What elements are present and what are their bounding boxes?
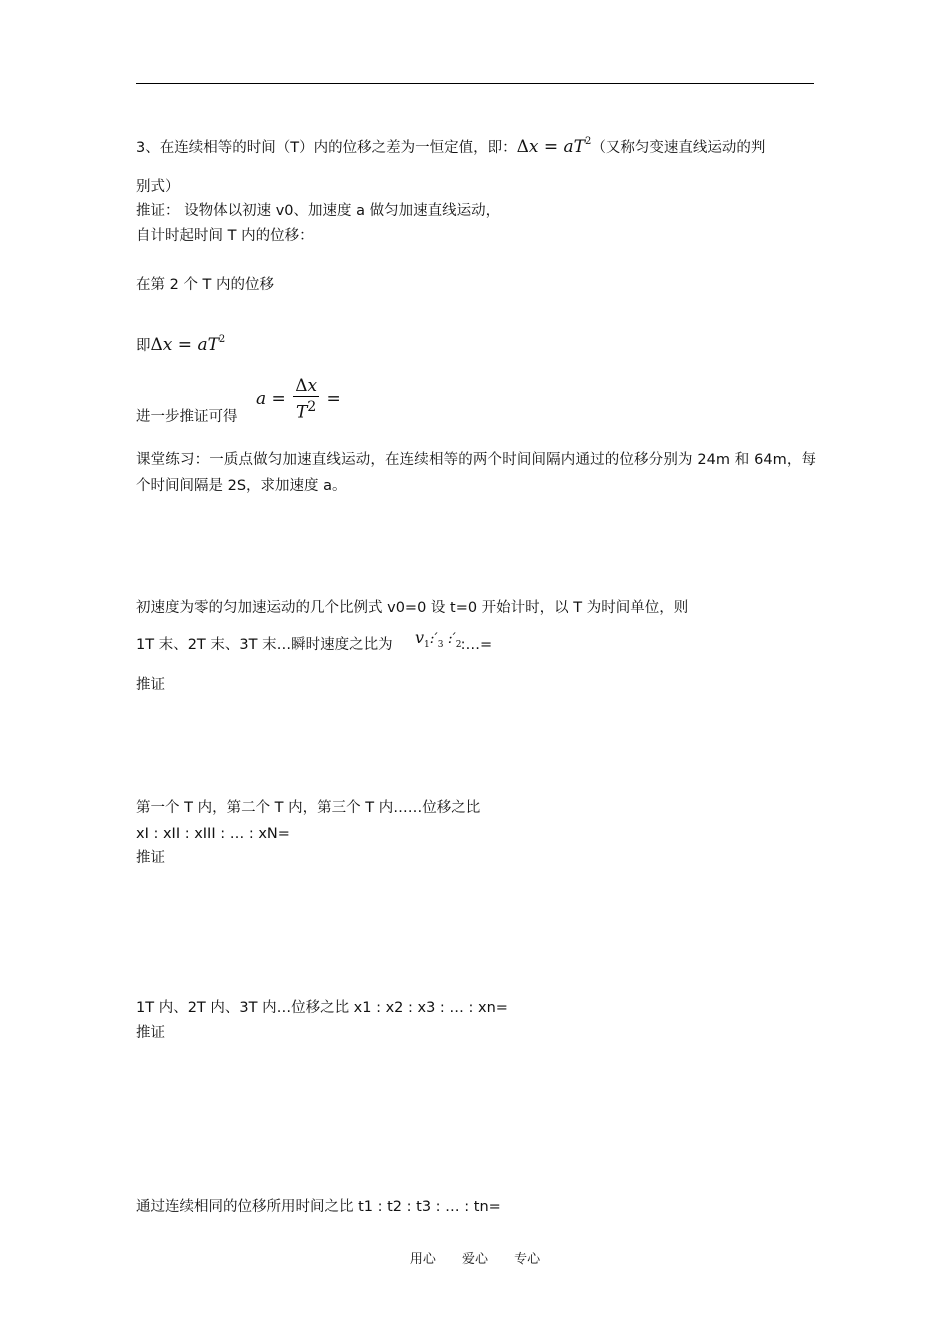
proof-label-1: 推证 [136,677,165,693]
proof-label-2: 推证 [136,850,165,866]
proof-step1: 自计时起时间 T 内的位移： [136,228,314,244]
proof-step2: 在第 2 个 T 内的位移 [136,277,275,293]
formula-a-equals-frac: a = $\frac{\Delta x}{T^2}$ = [256,376,341,423]
proof-label-3: 推证 [136,1025,165,1041]
exercise: 课堂练习：一质点做匀加速直线运动，在连续相等的两个时间间隔内通过的位移分别为 24m 和 64m，每个时间间隔是 2S，求加速度 a。 [136,452,816,494]
ratio1-text: 1T 末、2T 末、3T 末…瞬时速度之比为 [136,637,393,653]
fraction: $\frac{\Delta x}{T^2}$ [295,376,318,423]
para3-line1 [136,132,765,158]
ratio1-formula: $v_1:'_3$ $:'_2$ [415,628,462,650]
proof-step3-prefix: 即 [136,338,151,354]
ratio-intro: 初速度为零的匀加速运动的几个比例式 v0=0 设 t=0 开始计时，以 T 为时间单位，则 [136,600,689,616]
para3-line2: 别式） [136,179,180,195]
proof-step4: 进一步推证可得 [136,409,238,425]
ratio3-text: 1T 内、2T 内、3T 内…位移之比 x1 : x2 : x3 : … : xn= [136,1000,508,1016]
formula-delta-x-aT2-2: $\Delta x = aT^2$ [150,334,226,355]
header-rule [136,83,814,84]
ratio2-formula: xI : xII : xIII : … : xN= [136,826,290,842]
proof-intro: 推证： 设物体以初速 v0、加速度 a 做匀加速直线运动， [136,203,501,219]
proof-step3 [136,330,225,356]
ratio4-text: 通过连续相同的位移所用时间之比 t1 : t2 : t3 : … : tn= [136,1199,501,1215]
ratio1-tail: :…= [460,637,493,653]
para3-text-b: （又称匀变速直线运动的判 [591,140,766,156]
page-footer: 用心 爱心 专心 [409,1252,541,1267]
ratio2-text: 第一个 T 内，第二个 T 内，第三个 T 内……位移之比 [136,800,481,816]
para3-text-a: 3、在连续相等的时间（T）内的位移之差为一恒定值，即： [136,140,517,156]
formula-delta-x-aT2: $\Delta x = aT^2$ [516,136,592,157]
